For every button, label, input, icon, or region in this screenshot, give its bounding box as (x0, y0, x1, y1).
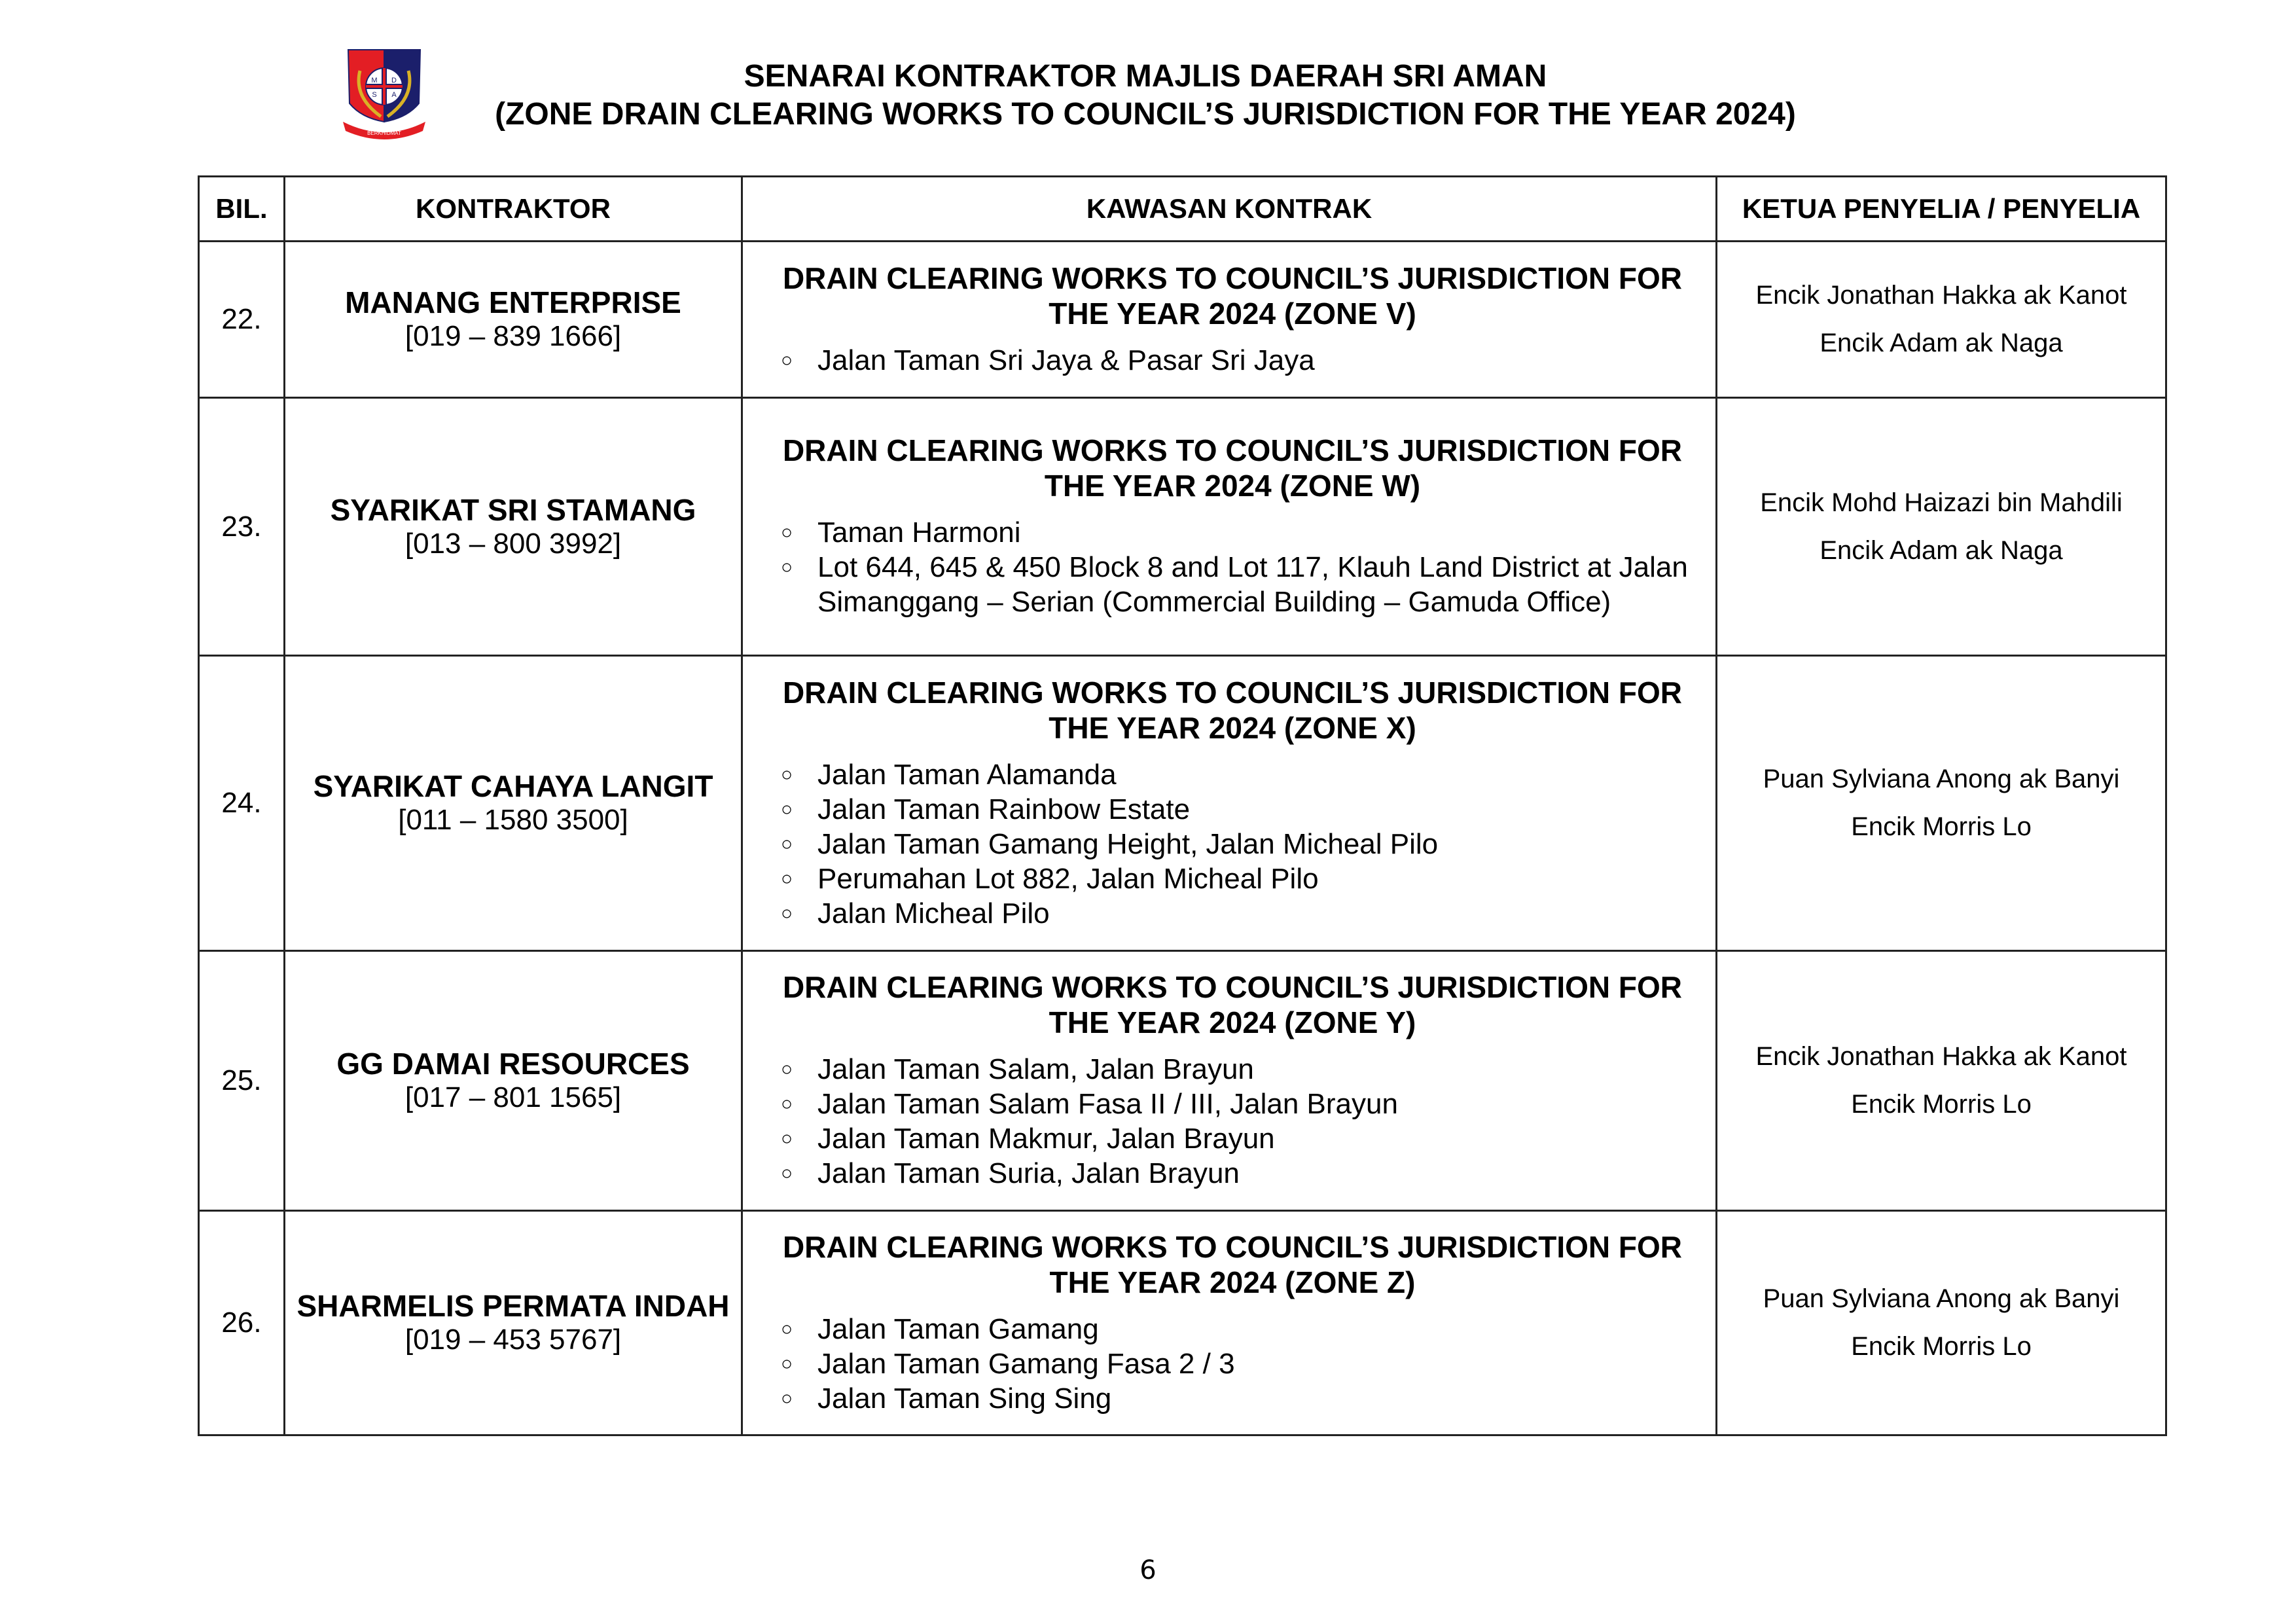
hollow-circle-bullet-icon: ○ (781, 556, 793, 578)
contract-area-item (776, 861, 1689, 896)
head-supervisor-name: Puan Sylviana Anong ak Banyi (1763, 765, 2120, 793)
crest-letter-s: S (372, 91, 377, 99)
contract-area-text: Jalan Taman Sing Sing (817, 1382, 1112, 1415)
table-row (199, 1211, 2166, 1435)
contract-area-text: Perumahan Lot 882, Jalan Micheal Pilo (817, 862, 1319, 895)
mdsa-crest-icon (335, 45, 433, 143)
contract-area-text: Lot 644, 645 & 450 Block 8 and Lot 117, Klauh Land District at Jalan Simanggang – Serian (Commercial Building – Gamuda Office) (817, 551, 1688, 618)
contract-area-text: Jalan Taman Makmur, Jalan Brayun (817, 1123, 1275, 1155)
crest-letter-m: M (371, 77, 378, 84)
contractor-table (198, 175, 2167, 1436)
title-line-1: SENARAI KONTRAKTOR MAJLIS DAERAH SRI AMAN (744, 59, 1547, 94)
contractor-phone: [019 – 839 1666] (404, 320, 622, 352)
head-supervisor-name: Encik Jonathan Hakka ak Kanot (1755, 281, 2127, 310)
table-row (199, 656, 2166, 951)
contractor-name: GG DAMAI RESOURCES (336, 1047, 690, 1081)
contract-area-list (776, 343, 1689, 378)
contract-area-cell (742, 1211, 1717, 1435)
contract-area-text: Jalan Taman Salam Fasa II / III, Jalan Brayun (817, 1088, 1398, 1120)
supervisor-name: Encik Morris Lo (1851, 1332, 2032, 1361)
hollow-circle-bullet-icon: ○ (781, 1093, 793, 1115)
contract-area-item (776, 1156, 1689, 1191)
column-header-kawasan-kontrak: KAWASAN KONTRAK (742, 177, 1717, 242)
contractor-cell (285, 656, 742, 951)
supervisor-name: Encik Morris Lo (1851, 1090, 2032, 1119)
hollow-circle-bullet-icon: ○ (781, 349, 793, 371)
hollow-circle-bullet-icon: ○ (781, 1352, 793, 1375)
contractor-cell (285, 398, 742, 656)
head-supervisor-name: Encik Jonathan Hakka ak Kanot (1755, 1042, 2127, 1071)
zone-title: DRAIN CLEARING WORKS TO COUNCIL’S JURISDICTION FOR THE YEAR 2024 (ZONE Y) (782, 970, 1683, 1039)
contract-area-item (776, 1346, 1689, 1381)
zone-title: DRAIN CLEARING WORKS TO COUNCIL’S JURISDICTION FOR THE YEAR 2024 (ZONE W) (782, 433, 1683, 503)
contract-area-item (776, 1381, 1689, 1416)
contract-area-cell (742, 951, 1717, 1211)
head-supervisor-name: Encik Mohd Haizazi bin Mahdili (1760, 488, 2123, 517)
table-row (199, 398, 2166, 656)
contract-area-text: Jalan Taman Suria, Jalan Brayun (817, 1157, 1240, 1189)
hollow-circle-bullet-icon: ○ (781, 867, 793, 890)
title-line-2: (ZONE DRAIN CLEARING WORKS TO COUNCIL’S JURISDICTION FOR THE YEAR 2024) (495, 97, 1796, 132)
supervisor-cell (1717, 656, 2166, 951)
row-number: 22. (199, 242, 285, 398)
contract-area-item (776, 792, 1689, 827)
hollow-circle-bullet-icon: ○ (781, 902, 793, 924)
zone-title: DRAIN CLEARING WORKS TO COUNCIL’S JURISDICTION FOR THE YEAR 2024 (ZONE Z) (782, 1229, 1683, 1299)
hollow-circle-bullet-icon: ○ (781, 1128, 793, 1149)
contract-area-item (776, 515, 1689, 550)
hollow-circle-bullet-icon: ○ (781, 1058, 793, 1080)
contract-area-item (776, 757, 1689, 792)
contractor-name: SHARMELIS PERMATA INDAH (296, 1289, 730, 1323)
contract-area-list (776, 1052, 1689, 1191)
table-header-row (199, 177, 2166, 242)
contract-area-text: Jalan Taman Gamang Fasa 2 / 3 (817, 1347, 1235, 1380)
document-title (458, 58, 1833, 134)
contract-area-item (776, 550, 1689, 619)
contract-area-item (776, 1312, 1689, 1346)
contract-area-list (776, 1312, 1689, 1416)
contract-area-cell (742, 242, 1717, 398)
contractor-name: SYARIKAT CAHAYA LANGIT (313, 769, 713, 803)
crest-motto: BERKHIDMAT (367, 130, 401, 136)
page-number: 6 (1139, 1555, 1157, 1585)
hollow-circle-bullet-icon: ○ (781, 1318, 793, 1340)
contractor-phone: [017 – 801 1565] (404, 1081, 622, 1113)
supervisor-cell (1717, 242, 2166, 398)
column-header-penyelia: KETUA PENYELIA / PENYELIA (1717, 177, 2166, 242)
row-number: 24. (199, 656, 285, 951)
table-row (199, 951, 2166, 1211)
row-number: 23. (199, 398, 285, 656)
contractor-cell (285, 242, 742, 398)
contractor-cell (285, 1211, 742, 1435)
hollow-circle-bullet-icon: ○ (781, 1163, 793, 1184)
hollow-circle-bullet-icon: ○ (781, 833, 793, 855)
contract-area-text: Jalan Taman Alamanda (817, 758, 1117, 791)
contract-area-item (776, 896, 1689, 931)
hollow-circle-bullet-icon: ○ (781, 1387, 793, 1409)
contract-area-item (776, 1121, 1689, 1156)
contract-area-text: Jalan Micheal Pilo (817, 897, 1050, 929)
contract-area-item (776, 1087, 1689, 1121)
contractor-phone: [019 – 453 5767] (404, 1324, 622, 1356)
supervisor-name: Encik Adam ak Naga (1820, 535, 2063, 565)
council-crest-logo (335, 45, 433, 143)
supervisor-cell (1717, 398, 2166, 656)
contract-area-item (776, 343, 1689, 378)
column-header-bil: BIL. (199, 177, 285, 242)
supervisor-cell (1717, 1211, 2166, 1435)
crest-letter-a: A (391, 91, 397, 99)
row-number: 26. (199, 1211, 285, 1435)
hollow-circle-bullet-icon: ○ (781, 522, 793, 543)
contractor-cell (285, 951, 742, 1211)
supervisor-cell (1717, 951, 2166, 1211)
hollow-circle-bullet-icon: ○ (781, 763, 793, 785)
zone-title: DRAIN CLEARING WORKS TO COUNCIL’S JURISDICTION FOR THE YEAR 2024 (ZONE V) (782, 261, 1683, 331)
row-number: 25. (199, 951, 285, 1211)
contract-area-text: Jalan Taman Gamang (817, 1312, 1099, 1345)
contract-area-list (776, 757, 1689, 931)
crest-letter-d: D (391, 77, 397, 84)
zone-title: DRAIN CLEARING WORKS TO COUNCIL’S JURISDICTION FOR THE YEAR 2024 (ZONE X) (782, 675, 1683, 745)
hollow-circle-bullet-icon: ○ (781, 798, 793, 820)
contract-area-text: Jalan Taman Sri Jaya & Pasar Sri Jaya (817, 344, 1315, 376)
contract-area-cell (742, 656, 1717, 951)
contract-area-text: Taman Harmoni (817, 516, 1021, 549)
contract-area-item (776, 827, 1689, 861)
contractor-name: MANANG ENTERPRISE (345, 285, 681, 319)
contract-area-text: Jalan Taman Rainbow Estate (817, 793, 1191, 825)
contract-area-text: Jalan Taman Salam, Jalan Brayun (817, 1053, 1254, 1085)
table-row (199, 242, 2166, 398)
contractor-phone: [011 – 1580 3500] (398, 804, 628, 836)
contractor-name: SYARIKAT SRI STAMANG (330, 492, 696, 527)
contract-area-text: Jalan Taman Gamang Height, Jalan Micheal Pilo (817, 827, 1439, 860)
contract-area-item (776, 1052, 1689, 1087)
head-supervisor-name: Puan Sylviana Anong ak Banyi (1763, 1284, 2120, 1313)
supervisor-name: Encik Adam ak Naga (1820, 329, 2063, 357)
contractor-phone: [013 – 800 3992] (404, 527, 622, 560)
supervisor-name: Encik Morris Lo (1851, 812, 2032, 841)
column-header-kontraktor: KONTRAKTOR (285, 177, 742, 242)
contract-area-cell (742, 398, 1717, 656)
contract-area-list (776, 515, 1689, 619)
